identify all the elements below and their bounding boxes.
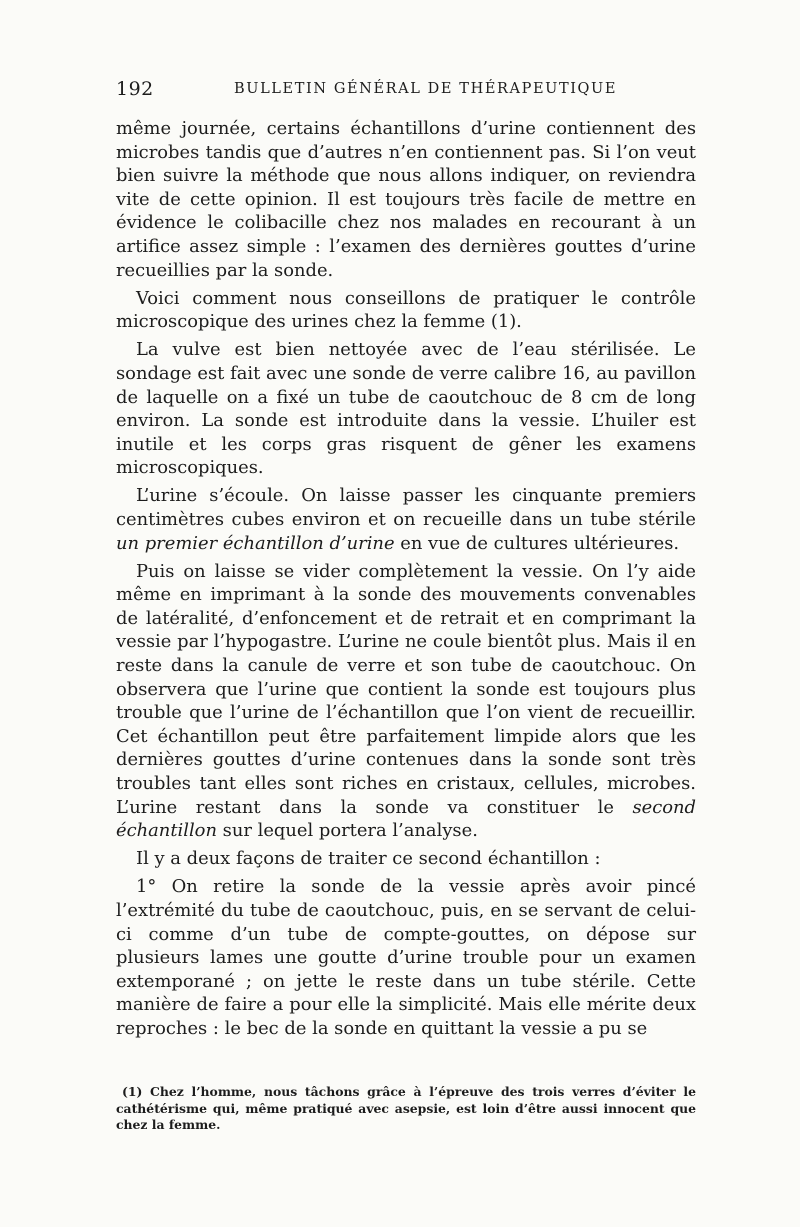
paragraph: La vulve est bien nettoyée avec de l’eau stérilisée. Le sondage est fait avec une sonde de verre calibre 16, au pavillon de laquelle on a fixé un tube de caoutchouc de 8 cm de long environ. La sonde est introduite dans la vessie. L’huiler est inutile et les corps gras risquent de gêner les examens microscopiques. — [116, 339, 696, 479]
paragraph — [116, 560, 696, 843]
running-title: BULLETIN GÉNÉRAL DE THÉRAPEUTIQUE — [234, 81, 618, 97]
paragraph: Il y a deux façons de traiter ce second échantillon : — [136, 848, 601, 870]
page-number: 192 — [116, 78, 154, 100]
paragraph-continued: même journée, certains échantillons d’urine contiennent des microbes tandis que d’autres n’en contiennent pas. Si l’on veut bien suivre la méthode que nous allons indiquer, on reviendra vite de cette opinion. Il est toujours très facile de mettre en évidence le colibacille chez nos malades en recourant à un artifice assez simple : l’examen des dernières gouttes d’urine recueillies par la sonde. — [116, 118, 696, 281]
paragraph: Voici comment nous conseillons de pratiquer le contrôle microscopique des urines chez la femme (1). — [116, 287, 696, 333]
body-text — [116, 117, 696, 1045]
italic-phrase: un premier échantillon d’urine — [116, 532, 395, 554]
paragraph — [116, 484, 696, 555]
text-run: Puis on laisse se vider complètement la vessie. On l’y aide même en imprimant à la sonde des mouvements convenables de latéralité, d’enfoncement et de retrait et en comprimant la vessie par l’hypogastre. L’urine ne coule bientôt plus. Mais il en reste dans la canule de verre et son tube de caoutchouc. On observera que l’urine que contient la sonde est toujours plus trouble que l’urine de l’échantillon que l’on vient de recueillir. Cet échantillon peut être parfaitement limpide alors que les dernières gouttes d’urine contenues dans la sonde sont très troubles tant elles sont riches en cristaux, cellules, microbes. L’urine restant dans la sonde va constituer le — [116, 560, 696, 818]
italic-phrase: second échantillon — [116, 796, 696, 842]
text-run: L’urine s’écoule. On laisse passer les cinquante premiers centimètres cubes environ et on recueille dans un tube stérile — [116, 485, 696, 530]
text-run: en vue de cultures ultérieures. — [394, 532, 680, 554]
text-run: sur lequel portera l’analyse. — [216, 820, 478, 842]
paragraph: 1° On retire la sonde de la vessie après avoir pincé l’extrémité du tube de caoutchouc, puis, en se servant de celui-ci comme d’un tube de compte-gouttes, on dépose sur plusieurs lames une goutte d’urine trouble pour un examen extemporané ; on jette le reste dans un tube stérile. Cette manière de faire a pour elle la simplicité. Mais elle mérite deux reproches : le bec de la sonde en quittant la vessie a pu se — [116, 876, 696, 1039]
footnote: (1) Chez l’homme, nous tâchons grâce à l’épreuve des trois verres d’éviter le cathétérisme qui, même pratiqué avec asepsie, est loin d’être aussi innocent que chez la femme. — [116, 1084, 696, 1132]
page-header — [116, 78, 696, 102]
